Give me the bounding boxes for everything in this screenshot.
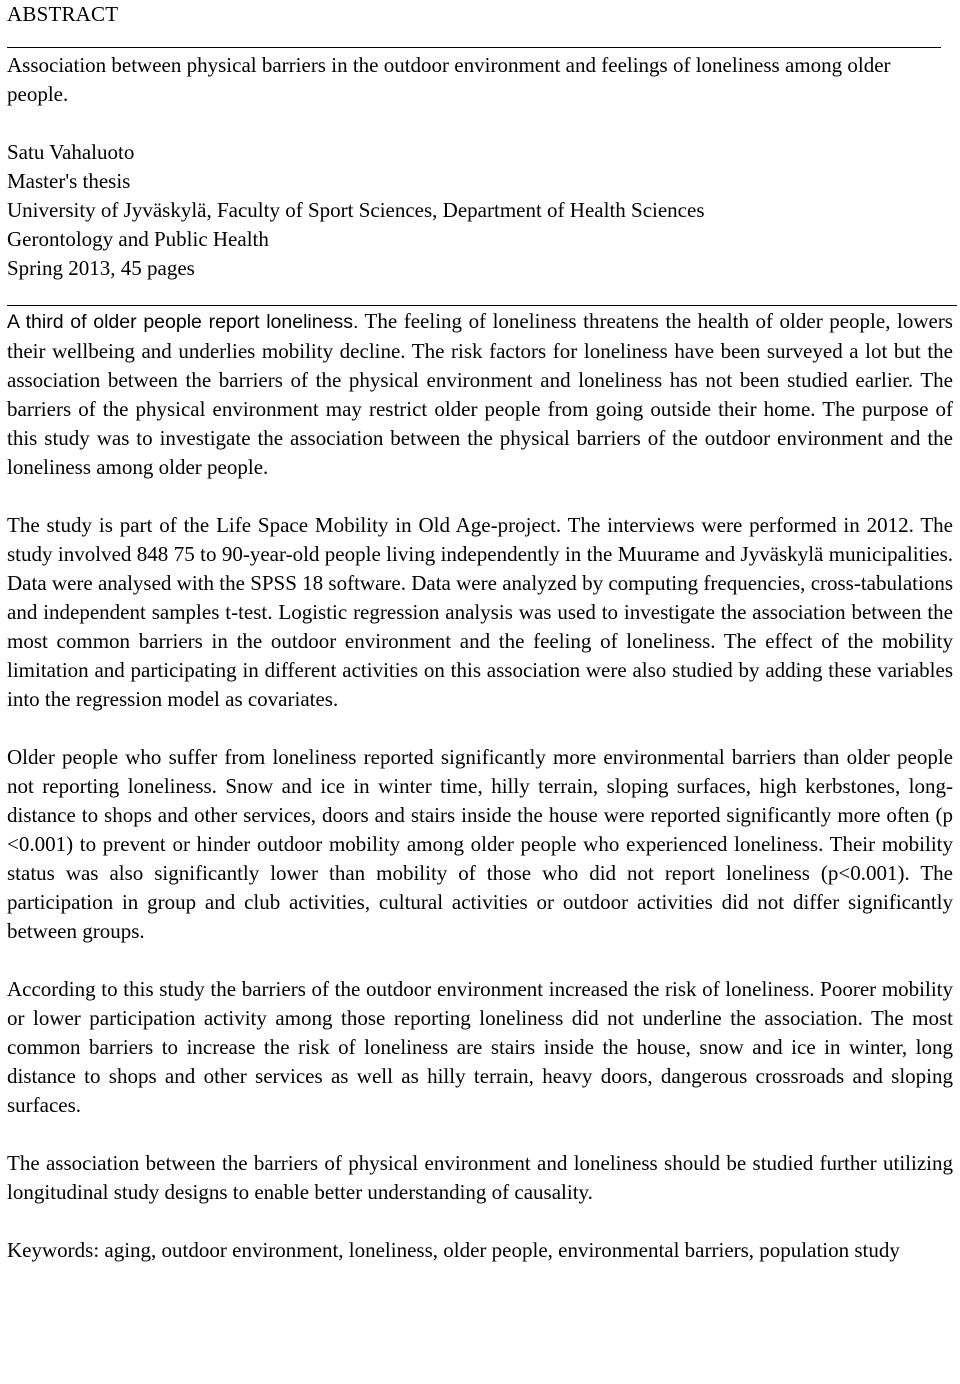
- thesis-meta: [7, 138, 953, 283]
- abstract-heading: ABSTRACT: [7, 2, 119, 26]
- program: Gerontology and Public Health: [7, 227, 269, 251]
- abstract-paragraph-4: According to this study the barriers of the outdoor environment increased the risk of loneliness. Poorer mobility or lower participation activity among those reporting loneliness did not underline the association. The most common barriers to increase the risk of loneliness are stairs inside the house, snow and ice in winter, long distance to shops and other services as well as hilly terrain, heavy doors, dangerous crossroads and sloping surfaces.: [7, 977, 953, 1117]
- date-pages: Spring 2013, 45 pages: [7, 256, 195, 280]
- thesis-type: Master's thesis: [7, 169, 131, 193]
- abstract-paragraph-5: The association between the barriers of physical environment and loneliness should be studied further utilizing longitudinal study designs to enable better understanding of causality.: [7, 1151, 953, 1204]
- keywords: Keywords: aging, outdoor environment, loneliness, older people, environmental barriers, population study: [7, 1238, 900, 1262]
- top-rule: [7, 21, 941, 48]
- author-name: Satu Vahaluoto: [7, 140, 135, 164]
- middle-rule: [7, 283, 957, 306]
- abstract-paragraph-3: Older people who suffer from loneliness reported significantly more environmental barriers than older people not reporting loneliness. Snow and ice in winter time, hilly terrain, sloping surfaces, high kerbstones, long-distance to shops and other services, doors and stairs inside the house were reported significantly more often (p <0.001) to prevent or hinder outdoor mobility among older people who experienced loneliness. Their mobility status was also significantly lower than mobility of those who did not report loneliness (p<0.001). The participation in group and club activities, cultural activities or outdoor activities did not differ significantly between groups.: [7, 745, 953, 943]
- institution: University of Jyväskylä, Faculty of Sport Sciences, Department of Health Sciences: [7, 198, 705, 222]
- document-page: [7, 0, 953, 1265]
- thesis-title: Association between physical barriers in the outdoor environment and feelings of loneliness among older people.: [7, 53, 891, 106]
- abstract-paragraph-2: The study is part of the Life Space Mobility in Old Age-project. The interviews were performed in 2012. The study involved 848 75 to 90-year-old people living independently in the Muurame and Jyväskylä municipalities. Data were analysed with the SPSS 18 software. Data were analyzed by computing frequencies, cross-tabulations and independent samples t-test. Logistic regression analysis was used to investigate the association between the most common barriers in the outdoor environment and the feeling of loneliness. The effect of the mobility limitation and participating in different activities on this association were also studied by adding these variables into the regression model as covariates.: [7, 513, 953, 711]
- paragraph-1-lead: A third of older people report loneliness.: [7, 311, 359, 333]
- paragraph-1-rest: The feeling of loneliness threatens the health of older people, lowers their wellbeing and underlies mobility decline. The risk factors for loneliness have been surveyed a lot but the association between the barriers of the physical environment and loneliness has not been studied earlier. The barriers of the physical environment may restrict older people from going outside their home. The purpose of this study was to investigate the association between the physical barriers of the outdoor environment and the loneliness among older people.: [7, 309, 953, 479]
- abstract-paragraph-1: [7, 307, 953, 482]
